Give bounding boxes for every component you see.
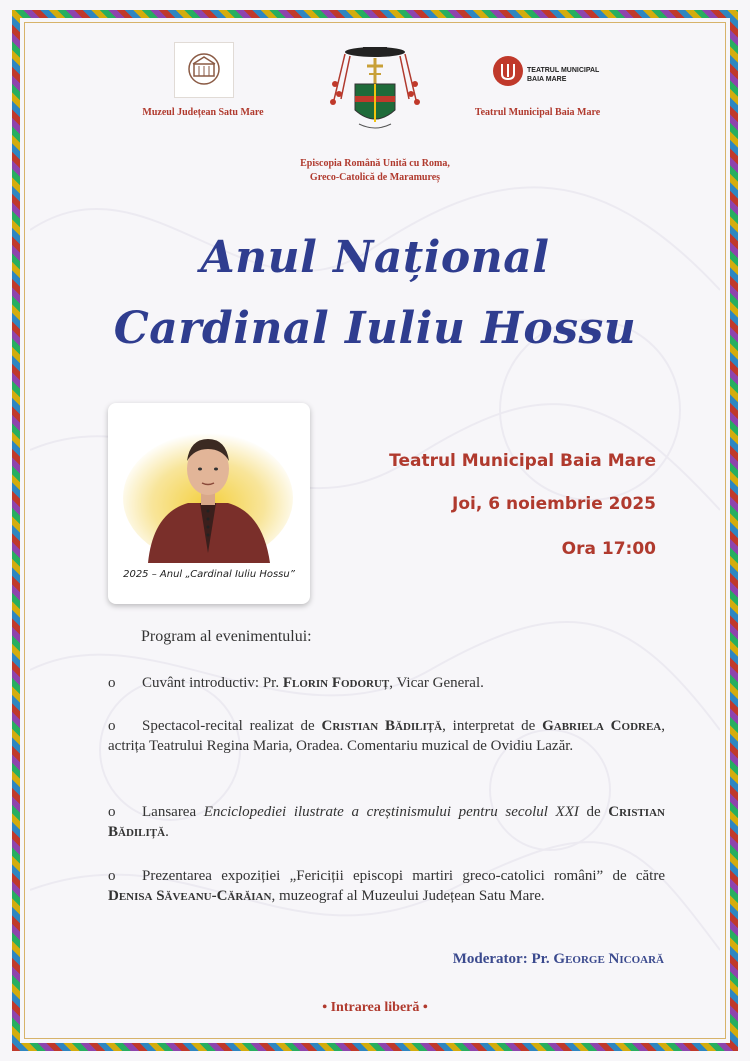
item-text: . (165, 824, 169, 840)
moderator-line (453, 951, 664, 968)
curator-name: Denisa Săveanu-Cărăian (108, 888, 272, 904)
bullet: o (108, 718, 116, 734)
item-text: Cuvânt introductiv: Pr. (142, 675, 283, 691)
item-text: , Vicar General. (389, 675, 484, 691)
museum-label: Muzeul Județean Satu Mare (142, 107, 264, 118)
tbm-logo-icon (497, 60, 519, 82)
portrait-caption: 2025 – Anul „Cardinal Iuliu Hossu” (123, 569, 295, 580)
museum-building-icon (184, 52, 224, 88)
program-item-exhibition (108, 866, 665, 906)
author-name: Cristian Bădiliță (108, 804, 665, 840)
author-name: Cristian Bădiliță (321, 718, 443, 734)
item-text: , interpretat de (442, 718, 543, 734)
item-text: Prezentarea expoziției „Fericiții episcopi martiri greco-catolici români” de către (142, 868, 665, 884)
free-entry-note: • Intrarea liberă • (322, 1000, 428, 1015)
page-title-line-2: Cardinal Iuliu Hossu (113, 303, 637, 354)
item-text: Spectacol-recital realizat de (142, 718, 322, 734)
event-time: Ora 17:00 (561, 539, 656, 559)
item-text: , actrița Teatrului Regina Maria, Oradea. Comentariu muzical de Ovidiu Lazăr. (108, 718, 665, 754)
theatre-label: Teatrul Municipal Baia Mare (474, 107, 601, 118)
moderator-label: Moderator: Pr. (452, 951, 554, 967)
bullet: o (108, 675, 116, 691)
eparchy-line-1: Episcopia Română Unită cu Roma, (300, 158, 450, 169)
tbm-logo (493, 56, 523, 86)
episcopal-crest-icon (325, 44, 425, 139)
bullet: o (108, 868, 116, 884)
actress-name: Gabriela Codrea (542, 718, 662, 734)
portrait-illustration (108, 403, 310, 563)
museum-logo (174, 42, 234, 98)
bullet: o (108, 804, 116, 820)
eparchy-label (255, 157, 495, 185)
moderator-name: George Nicoară (553, 951, 664, 967)
item-text: de (578, 804, 609, 820)
portrait-card (108, 403, 310, 604)
event-venue: Teatrul Municipal Baia Mare (389, 451, 656, 471)
program-item-intro (108, 673, 665, 693)
program-heading: Program al evenimentului: (141, 628, 312, 645)
program-item-recital (108, 716, 665, 756)
book-title: Enciclopediei ilustrate a creștinismului pentru secolul XXI (203, 804, 579, 820)
speaker-name: Florin Fodoruț (282, 675, 390, 691)
program-item-launch (108, 802, 665, 842)
page-title-line-1: Anul Național (200, 232, 550, 283)
item-text: , muzeograf al Muzeului Județean Satu Mare. (271, 888, 545, 904)
eparchy-line-2: Greco-Catolică de Maramureș (309, 172, 441, 183)
tbm-logo-text: TEATRUL MUNICIPAL BAIA MARE (527, 67, 600, 83)
event-date: Joi, 6 noiembrie 2025 (452, 494, 656, 514)
item-text: Lansarea (142, 804, 204, 820)
